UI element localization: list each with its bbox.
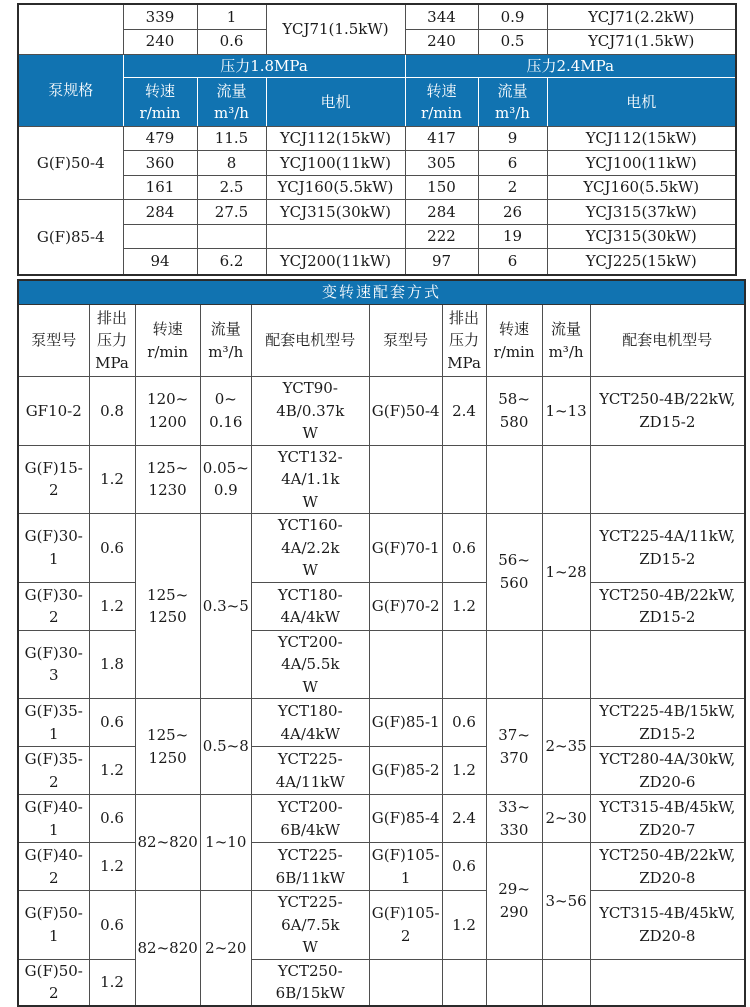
motor-model-cell: YCT250-4B/22kW, ZD20-8 bbox=[590, 843, 745, 891]
table-row bbox=[18, 225, 736, 249]
table-cell: YCJ315(37kW) bbox=[547, 200, 736, 225]
table-cell: 6.2 bbox=[197, 249, 266, 275]
table-cell: 11.5 bbox=[197, 127, 266, 151]
table-cell bbox=[197, 225, 266, 249]
table-cell: 29~ 290 bbox=[486, 843, 542, 960]
motor-model-cell bbox=[590, 445, 745, 514]
header-row bbox=[18, 78, 736, 127]
col-header-flow: 流量 m³/h bbox=[200, 305, 251, 377]
table-row bbox=[18, 699, 745, 747]
motor-model-cell: YCT225-4A/11kW, ZD15-2 bbox=[590, 514, 745, 583]
table-cell: 125~ 1250 bbox=[135, 514, 200, 699]
pump-spec-cell: G(F)50-4 bbox=[18, 127, 123, 200]
motor-model-cell: YCT225-6A/7.5k W bbox=[251, 891, 369, 960]
motor-model-cell bbox=[590, 959, 745, 1006]
table-cell bbox=[486, 630, 542, 699]
table-row bbox=[18, 630, 745, 699]
table-row bbox=[18, 795, 745, 843]
table-cell: 0.6 bbox=[197, 29, 266, 54]
table-cell: YCJ100(11kW) bbox=[547, 151, 736, 176]
variable-speed-table bbox=[17, 279, 746, 1007]
table-cell: 2~30 bbox=[542, 795, 590, 843]
col-header-motor: 电机 bbox=[266, 78, 405, 127]
table-row bbox=[18, 514, 745, 583]
table-row bbox=[18, 445, 745, 514]
col-header-pump-model: 泵型号 bbox=[18, 305, 89, 377]
table-cell: 2~20 bbox=[200, 891, 251, 1006]
pump-model-cell: G(F)85-1 bbox=[369, 699, 442, 747]
table-cell: YCJ71(2.2kW) bbox=[547, 4, 736, 29]
table-cell: YCJ112(15kW) bbox=[266, 127, 405, 151]
table-cell bbox=[486, 445, 542, 514]
table-cell bbox=[266, 225, 405, 249]
table-cell: 0.6 bbox=[89, 699, 135, 747]
motor-model-cell bbox=[590, 630, 745, 699]
header-row bbox=[18, 54, 736, 78]
table-cell: 1.2 bbox=[89, 959, 135, 1006]
table-cell: 339 bbox=[123, 4, 197, 29]
table-cell: YCJ160(5.5kW) bbox=[547, 176, 736, 200]
table-cell: 1~28 bbox=[542, 514, 590, 631]
table-cell: 360 bbox=[123, 151, 197, 176]
table-cell: 344 bbox=[405, 4, 478, 29]
table-cell: 1.8 bbox=[89, 630, 135, 699]
table-cell: 150 bbox=[405, 176, 478, 200]
table-row bbox=[18, 377, 745, 446]
col-header-pressure-2-4: 压力2.4MPa bbox=[405, 54, 736, 78]
table-cell: 240 bbox=[123, 29, 197, 54]
col-header-outlet-pressure: 排出 压力 MPa bbox=[442, 305, 486, 377]
table-cell: 3~56 bbox=[542, 843, 590, 960]
pump-model-cell: G(F)50-1 bbox=[18, 891, 89, 960]
table-cell: 0.3~5 bbox=[200, 514, 251, 699]
pump-model-cell: G(F)30-1 bbox=[18, 514, 89, 583]
section-title-variable-speed: 变转速配套方式 bbox=[18, 280, 745, 305]
table-cell: 2.4 bbox=[442, 377, 486, 446]
motor-model-cell: YCT180-4A/4kW bbox=[251, 582, 369, 630]
table-cell: 0.9 bbox=[478, 4, 547, 29]
motor-model-cell: YCT180-4A/4kW bbox=[251, 699, 369, 747]
motor-model-cell: YCT315-4B/45kW, ZD20-8 bbox=[590, 891, 745, 960]
table-cell: 8 bbox=[197, 151, 266, 176]
col-header-pump-spec: 泵规格 bbox=[18, 54, 123, 127]
motor-model-cell: YCT225-4B/15kW, ZD15-2 bbox=[590, 699, 745, 747]
pump-model-cell: G(F)50-4 bbox=[369, 377, 442, 446]
table-cell: 305 bbox=[405, 151, 478, 176]
table-cell bbox=[442, 959, 486, 1006]
table-cell: 1.2 bbox=[89, 747, 135, 795]
col-header-motor-model: 配套电机型号 bbox=[251, 305, 369, 377]
table-cell: 120~ 1200 bbox=[135, 377, 200, 446]
table-row bbox=[18, 843, 745, 891]
table-cell: 1~10 bbox=[200, 795, 251, 891]
pump-model-cell: G(F)40-2 bbox=[18, 843, 89, 891]
table-cell: YCJ200(11kW) bbox=[266, 249, 405, 275]
table-cell: 56~ 560 bbox=[486, 514, 542, 631]
motor-model-cell: YCT250-4B/22kW, ZD15-2 bbox=[590, 377, 745, 446]
table-row bbox=[18, 176, 736, 200]
table-cell bbox=[486, 959, 542, 1006]
table-cell bbox=[369, 959, 442, 1006]
table-cell: 82~820 bbox=[135, 891, 200, 1006]
col-header-flow: 流量 m³/h bbox=[478, 78, 547, 127]
table-cell: 0.6 bbox=[89, 795, 135, 843]
col-header-flow: 流量 m³/h bbox=[197, 78, 266, 127]
table-cell: 0.6 bbox=[442, 699, 486, 747]
table-cell: 2~35 bbox=[542, 699, 590, 795]
table-cell: 125~ 1250 bbox=[135, 699, 200, 795]
col-header-speed: 转速 r/min bbox=[486, 305, 542, 377]
section-banner-row bbox=[18, 280, 745, 305]
motor-model-cell: YCT225-4A/11kW bbox=[251, 747, 369, 795]
motor-model-cell: YCT90-4B/0.37k W bbox=[251, 377, 369, 446]
table-cell: YCJ160(5.5kW) bbox=[266, 176, 405, 200]
col-header-pressure-1-8: 压力1.8MPa bbox=[123, 54, 405, 78]
table-row bbox=[18, 249, 736, 275]
table-row bbox=[18, 4, 736, 29]
table-cell: 1~13 bbox=[542, 377, 590, 446]
table-cell: 0.5 bbox=[478, 29, 547, 54]
table-cell: 222 bbox=[405, 225, 478, 249]
table-cell: 284 bbox=[123, 200, 197, 225]
header-row bbox=[18, 305, 745, 377]
motor-model-cell: YCT200-6B/4kW bbox=[251, 795, 369, 843]
pump-model-cell bbox=[369, 445, 442, 514]
table-row bbox=[18, 582, 745, 630]
table-cell: 2.4 bbox=[442, 795, 486, 843]
motor-model-cell: YCT315-4B/45kW, ZD20-7 bbox=[590, 795, 745, 843]
table-cell: YCJ225(15kW) bbox=[547, 249, 736, 275]
table-cell: 2 bbox=[478, 176, 547, 200]
table-cell: 9 bbox=[478, 127, 547, 151]
table-cell: 82~820 bbox=[135, 795, 200, 891]
col-header-motor: 电机 bbox=[547, 78, 736, 127]
table-cell: 37~ 370 bbox=[486, 699, 542, 795]
table-cell: 0~ 0.16 bbox=[200, 377, 251, 446]
pump-model-cell: G(F)70-2 bbox=[369, 582, 442, 630]
table-cell: 240 bbox=[405, 29, 478, 54]
pump-model-cell: G(F)35-2 bbox=[18, 747, 89, 795]
motor-model-cell: YCT280-4A/30kW, ZD20-6 bbox=[590, 747, 745, 795]
table-cell: 1 bbox=[197, 4, 266, 29]
col-header-speed: 转速 r/min bbox=[135, 305, 200, 377]
motor-model-cell: YCT132-4A/1.1k W bbox=[251, 445, 369, 514]
pump-model-cell bbox=[369, 630, 442, 699]
table-cell: YCJ315(30kW) bbox=[547, 225, 736, 249]
table-cell: 97 bbox=[405, 249, 478, 275]
table-cell: 417 bbox=[405, 127, 478, 151]
table-cell: YCJ112(15kW) bbox=[547, 127, 736, 151]
pump-model-cell: G(F)50-2 bbox=[18, 959, 89, 1006]
table-cell: 26 bbox=[478, 200, 547, 225]
pump-model-cell: G(F)30-2 bbox=[18, 582, 89, 630]
pump-model-cell: G(F)105-2 bbox=[369, 891, 442, 960]
table-cell: YCJ71(1.5kW) bbox=[266, 4, 405, 54]
table-cell: 0.8 bbox=[89, 377, 135, 446]
pump-model-cell: G(F)85-2 bbox=[369, 747, 442, 795]
table-cell bbox=[123, 225, 197, 249]
table-cell: 1.2 bbox=[89, 445, 135, 514]
table-cell bbox=[542, 630, 590, 699]
pump-model-cell: G(F)35-1 bbox=[18, 699, 89, 747]
table-cell: 19 bbox=[478, 225, 547, 249]
table-cell: 94 bbox=[123, 249, 197, 275]
table-cell bbox=[542, 959, 590, 1006]
table-cell: 125~ 1230 bbox=[135, 445, 200, 514]
pump-model-cell: G(F)30-3 bbox=[18, 630, 89, 699]
table-cell: 1.2 bbox=[89, 843, 135, 891]
table-cell: 33~ 330 bbox=[486, 795, 542, 843]
col-header-motor-model: 配套电机型号 bbox=[590, 305, 745, 377]
pump-model-cell: GF10-2 bbox=[18, 377, 89, 446]
table-row bbox=[18, 891, 745, 960]
table-cell: YCJ315(30kW) bbox=[266, 200, 405, 225]
pump-spec-cell: G(F)85-4 bbox=[18, 200, 123, 275]
table-cell: 0.6 bbox=[89, 891, 135, 960]
table-cell: 1.2 bbox=[442, 582, 486, 630]
pump-model-cell: G(F)40-1 bbox=[18, 795, 89, 843]
table-cell: 284 bbox=[405, 200, 478, 225]
pump-model-cell: G(F)70-1 bbox=[369, 514, 442, 583]
table-cell bbox=[18, 4, 123, 54]
col-header-speed: 转速r/min bbox=[405, 78, 478, 127]
pump-model-cell: G(F)85-4 bbox=[369, 795, 442, 843]
table-row bbox=[18, 200, 736, 225]
table-cell: YCJ100(11kW) bbox=[266, 151, 405, 176]
pump-model-cell: G(F)105-1 bbox=[369, 843, 442, 891]
table-cell: 0.6 bbox=[89, 514, 135, 583]
motor-model-cell: YCT250-4B/22kW, ZD15-2 bbox=[590, 582, 745, 630]
table-cell bbox=[442, 630, 486, 699]
table-cell: 161 bbox=[123, 176, 197, 200]
table-cell: 479 bbox=[123, 127, 197, 151]
table-cell: 6 bbox=[478, 249, 547, 275]
table-cell: 0.5~8 bbox=[200, 699, 251, 795]
col-header-speed: 转速 r/min bbox=[123, 78, 197, 127]
motor-model-cell: YCT160-4A/2.2k W bbox=[251, 514, 369, 583]
table-row bbox=[18, 151, 736, 176]
col-header-flow: 流量 m³/h bbox=[542, 305, 590, 377]
table-cell: YCJ71(1.5kW) bbox=[547, 29, 736, 54]
table-cell: 0.6 bbox=[442, 514, 486, 583]
pump-model-cell: G(F)15-2 bbox=[18, 445, 89, 514]
table-row bbox=[18, 127, 736, 151]
motor-model-cell: YCT225-6B/11kW bbox=[251, 843, 369, 891]
table-cell: 0.05~ 0.9 bbox=[200, 445, 251, 514]
table-cell: 1.2 bbox=[442, 747, 486, 795]
table-cell: 1.2 bbox=[89, 582, 135, 630]
motor-model-cell: YCT200-4A/5.5k W bbox=[251, 630, 369, 699]
col-header-outlet-pressure: 排出 压力 MPa bbox=[89, 305, 135, 377]
table-cell: 58~ 580 bbox=[486, 377, 542, 446]
table-row bbox=[18, 747, 745, 795]
table-row bbox=[18, 959, 745, 1006]
table-cell bbox=[442, 445, 486, 514]
table-cell: 2.5 bbox=[197, 176, 266, 200]
table-cell: 27.5 bbox=[197, 200, 266, 225]
table-cell bbox=[542, 445, 590, 514]
table-cell: 1.2 bbox=[442, 891, 486, 960]
col-header-pump-model: 泵型号 bbox=[369, 305, 442, 377]
motor-model-cell: YCT250-6B/15kW bbox=[251, 959, 369, 1006]
table-cell: 0.6 bbox=[442, 843, 486, 891]
pressure-spec-table bbox=[17, 3, 737, 276]
table-cell: 6 bbox=[478, 151, 547, 176]
